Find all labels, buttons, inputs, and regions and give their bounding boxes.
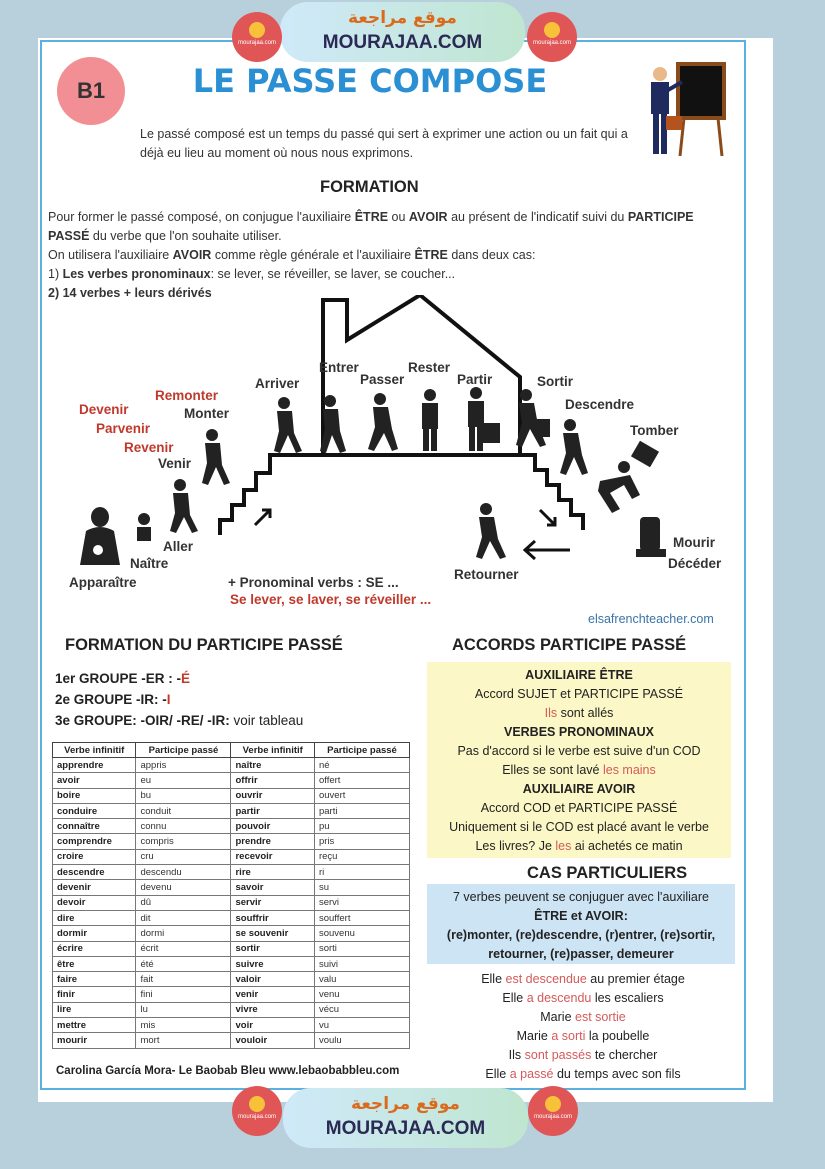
table-cell: servi [314,895,409,910]
table-cell: devenu [136,880,231,895]
pronominal-note: + Pronominal verbs : SE ... [228,575,399,590]
verb-label-devenir: Devenir [79,402,129,417]
table-cell: appris [136,758,231,773]
accords-line: Accord SUJET et PARTICIPE PASSÉ [474,687,684,701]
formation-line: 1) Les verbes pronominaux: se lever, se réveiller, se laver, se coucher... [48,267,456,281]
table-cell: devenir [53,880,136,895]
table-cell: vu [314,1018,409,1033]
table-cell: rire [231,865,314,880]
table-header-cell: Participe passé [136,743,231,758]
level-badge: B1 [57,57,125,125]
verb-label-entrer: Entrer [319,360,359,375]
table-cell: devoir [53,895,136,910]
table-cell: conduire [53,803,136,818]
table-cell: venu [314,987,409,1002]
table-row [53,941,410,956]
bottom-site-banner[interactable] [283,1088,528,1148]
verb-label-venir: Venir [158,456,192,471]
example-sentence: Ils sont passés te chercher [508,1048,658,1062]
table-cell: ouvrir [231,788,314,803]
table-cell: connaître [53,819,136,834]
teacher-board-icon [640,60,730,160]
accords-line: Elles se sont lavé les mains [502,763,656,777]
table-cell: voulu [314,1033,409,1048]
table-cell: se souvenir [231,926,314,941]
site-logo-badge: mourajaa.com [232,1086,282,1136]
table-cell: vécu [314,1002,409,1017]
verb-label-mourir: Mourir [673,535,715,550]
table-cell: vouloir [231,1033,314,1048]
table-cell: sortir [231,941,314,956]
table-cell: naître [231,758,314,773]
table-row [53,849,410,864]
table-cell: né [314,758,409,773]
verb-label-parvenir: Parvenir [96,421,151,436]
table-cell: mettre [53,1018,136,1033]
table-row [53,834,410,849]
table-cell: croire [53,849,136,864]
table-cell: souvenu [314,926,409,941]
formation-line: 2) 14 verbes + leurs dérivés [48,286,212,300]
accords-subheading: VERBES PRONOMINAUX [503,725,655,739]
table-cell: apprendre [53,758,136,773]
table-cell: comprendre [53,834,136,849]
table-cell: mort [136,1033,231,1048]
table-cell: pu [314,819,409,834]
example-sentence: Marie est sortie [540,1010,626,1024]
table-row [53,758,410,773]
table-cell: offrir [231,773,314,788]
table-cell: mis [136,1018,231,1033]
banner-arabic-text: موقع مراجعة [351,1094,460,1114]
table-cell: boire [53,788,136,803]
example-sentence: Elle a descendu les escaliers [502,991,664,1005]
verb-label-descendre: Descendre [565,397,635,412]
table-cell: ri [314,865,409,880]
cas-line: retourner, (re)passer, demeurer [488,947,674,961]
verb-label-remonter: Remonter [155,388,219,403]
site-logo-badge: mourajaa.com [527,12,577,62]
accords-heading: ACCORDS PARTICIPE PASSÉ [452,636,687,654]
logo-icon [249,1096,265,1112]
verb-label-sortir: Sortir [537,374,574,389]
verb-label-arriver: Arriver [255,376,300,391]
table-cell: valoir [231,972,314,987]
accords-box [427,662,731,858]
table-cell: conduit [136,803,231,818]
intro-text: Le passé composé est un temps du passé qui sert à exprimer une action ou un fait qui a déjà eu lieu au moment où nous nous exprimons. [140,127,628,160]
table-cell: suivre [231,956,314,971]
table-row [53,972,410,987]
formation-line: Pour former le passé composé, on conjugue l'auxiliaire ÊTRE ou AVOIR au présent de l'indicatif suivi du PARTICIPE PASSÉ du verbe que l'on souhaite utiliser. [48,210,694,243]
table-header-cell: Verbe infinitif [53,743,136,758]
table-row [53,987,410,1002]
table-row [53,1002,410,1017]
table-cell: pris [314,834,409,849]
verb-label-aller: Aller [163,539,194,554]
table-cell: descendre [53,865,136,880]
verb-label-retourner: Retourner [454,567,519,582]
rule-group-1: 1er GROUPE -ER : -É [55,671,191,686]
cas-box [427,884,735,964]
table-cell: pouvoir [231,819,314,834]
table-cell: lu [136,1002,231,1017]
table-row [53,926,410,941]
table-row [53,1033,410,1048]
table-row [53,865,410,880]
table-cell: dormir [53,926,136,941]
table-row [53,819,410,834]
participe-heading: FORMATION DU PARTICIPE PASSÉ [65,636,343,654]
table-row [53,803,410,818]
verb-label-monter: Monter [184,406,229,421]
accords-line: Pas d'accord si le verbe est suive d'un COD [457,744,701,758]
cas-line: (re)monter, (re)descendre, (r)entrer, (re)sortir, [446,928,716,942]
table-row [53,880,410,895]
table-cell: mourir [53,1033,136,1048]
table-cell: dire [53,910,136,925]
table-row [53,773,410,788]
accords-line: Les livres? Je les ai achetés ce matin [475,839,683,853]
verb-label-partir: Partir [457,372,493,387]
table-cell: souffert [314,910,409,925]
example-sentence: Elle a passé du temps avec son fils [485,1067,681,1081]
table-cell: recevoir [231,849,314,864]
logo-icon [249,22,265,38]
table-header-row [53,743,410,758]
cas-line: 7 verbes peuvent se conjuguer avec l'auxiliare [452,890,709,904]
table-cell: parti [314,803,409,818]
table-row [53,895,410,910]
table-header-cell: Participe passé [314,743,409,758]
table-cell: lire [53,1002,136,1017]
table-cell: avoir [53,773,136,788]
table-cell: valu [314,972,409,987]
table-cell: fait [136,972,231,987]
verb-label-deceder: Décéder [668,556,722,571]
rule-group-2: 2e GROUPE -IR: -I [55,692,171,707]
table-cell: être [53,956,136,971]
verb-label-tomber: Tomber [630,423,679,438]
table-row [53,956,410,971]
table-cell: cru [136,849,231,864]
formation-text [48,208,738,303]
table-cell: su [314,880,409,895]
site-logo-badge: mourajaa.com [232,12,282,62]
banner-site-name: MOURAJAA.COM [325,1118,486,1139]
table-cell: descendu [136,865,231,880]
banner-site-name: MOURAJAA.COM [322,32,483,53]
table-cell: souffrir [231,910,314,925]
source-site[interactable]: elsafrenchteacher.com [588,612,714,626]
example-sentence: Marie a sorti la poubelle [516,1029,650,1043]
table-cell: eu [136,773,231,788]
table-cell: bu [136,788,231,803]
table-cell: dû [136,895,231,910]
table-cell: offert [314,773,409,788]
verb-label-naitre: Naître [130,556,169,571]
table-cell: finir [53,987,136,1002]
table-cell: venir [231,987,314,1002]
page-title: LE PASSE COMPOSE [192,62,548,100]
table-row [53,788,410,803]
accords-subheading: AUXILIAIRE AVOIR [522,782,636,796]
table-cell: savoir [231,880,314,895]
table-cell: écrire [53,941,136,956]
verb-label-apparaitre: Apparaître [69,575,137,590]
table-cell: écrit [136,941,231,956]
top-site-banner[interactable] [280,2,525,62]
table-cell: suivi [314,956,409,971]
table-cell: compris [136,834,231,849]
table-cell: servir [231,895,314,910]
table-header-cell: Verbe infinitif [231,743,314,758]
table-cell: partir [231,803,314,818]
verb-table [52,742,410,1049]
example-sentence: Elle est descendue au premier étage [481,972,685,986]
cas-examples [430,970,736,1084]
table-cell: été [136,956,231,971]
table-row [53,1018,410,1033]
accords-subheading: AUXILIAIRE ÊTRE [525,668,633,682]
table-cell: reçu [314,849,409,864]
verb-label-revenir: Revenir [124,440,174,455]
rule-group-3: 3e GROUPE: -OIR/ -RE/ -IR: voir tableau [55,713,304,728]
pronominal-examples: Se lever, se laver, se réveiller ... [230,592,432,607]
accords-line: Accord COD et PARTICIPE PASSÉ [480,801,678,815]
site-logo-badge: mourajaa.com [528,1086,578,1136]
logo-icon [545,1096,561,1112]
cas-heading: CAS PARTICULIERS [527,864,688,882]
table-cell: faire [53,972,136,987]
verb-label-passer: Passer [360,372,405,387]
table-row [53,910,410,925]
table-cell: dormi [136,926,231,941]
cas-line: ÊTRE et AVOIR: [534,909,628,923]
table-cell: sorti [314,941,409,956]
table-cell: dit [136,910,231,925]
table-cell: vivre [231,1002,314,1017]
credit-line: Carolina García Mora- Le Baobab Bleu www.lebaobabbleu.com [56,1065,400,1077]
accords-line: Ils sont allés [544,706,614,720]
table-cell: prendre [231,834,314,849]
accords-line: Uniquement si le COD est placé avant le verbe [449,820,709,834]
verb-label-rester: Rester [408,360,451,375]
table-cell: ouvert [314,788,409,803]
table-cell: voir [231,1018,314,1033]
participe-rules [55,668,303,731]
formation-line: On utilisera l'auxiliaire AVOIR comme règle générale et l'auxiliaire ÊTRE dans deux cas: [48,248,536,262]
table-cell: connu [136,819,231,834]
banner-arabic-text: موقع مراجعة [348,8,457,28]
logo-icon [544,22,560,38]
table-cell: fini [136,987,231,1002]
formation-heading: FORMATION [320,178,419,196]
